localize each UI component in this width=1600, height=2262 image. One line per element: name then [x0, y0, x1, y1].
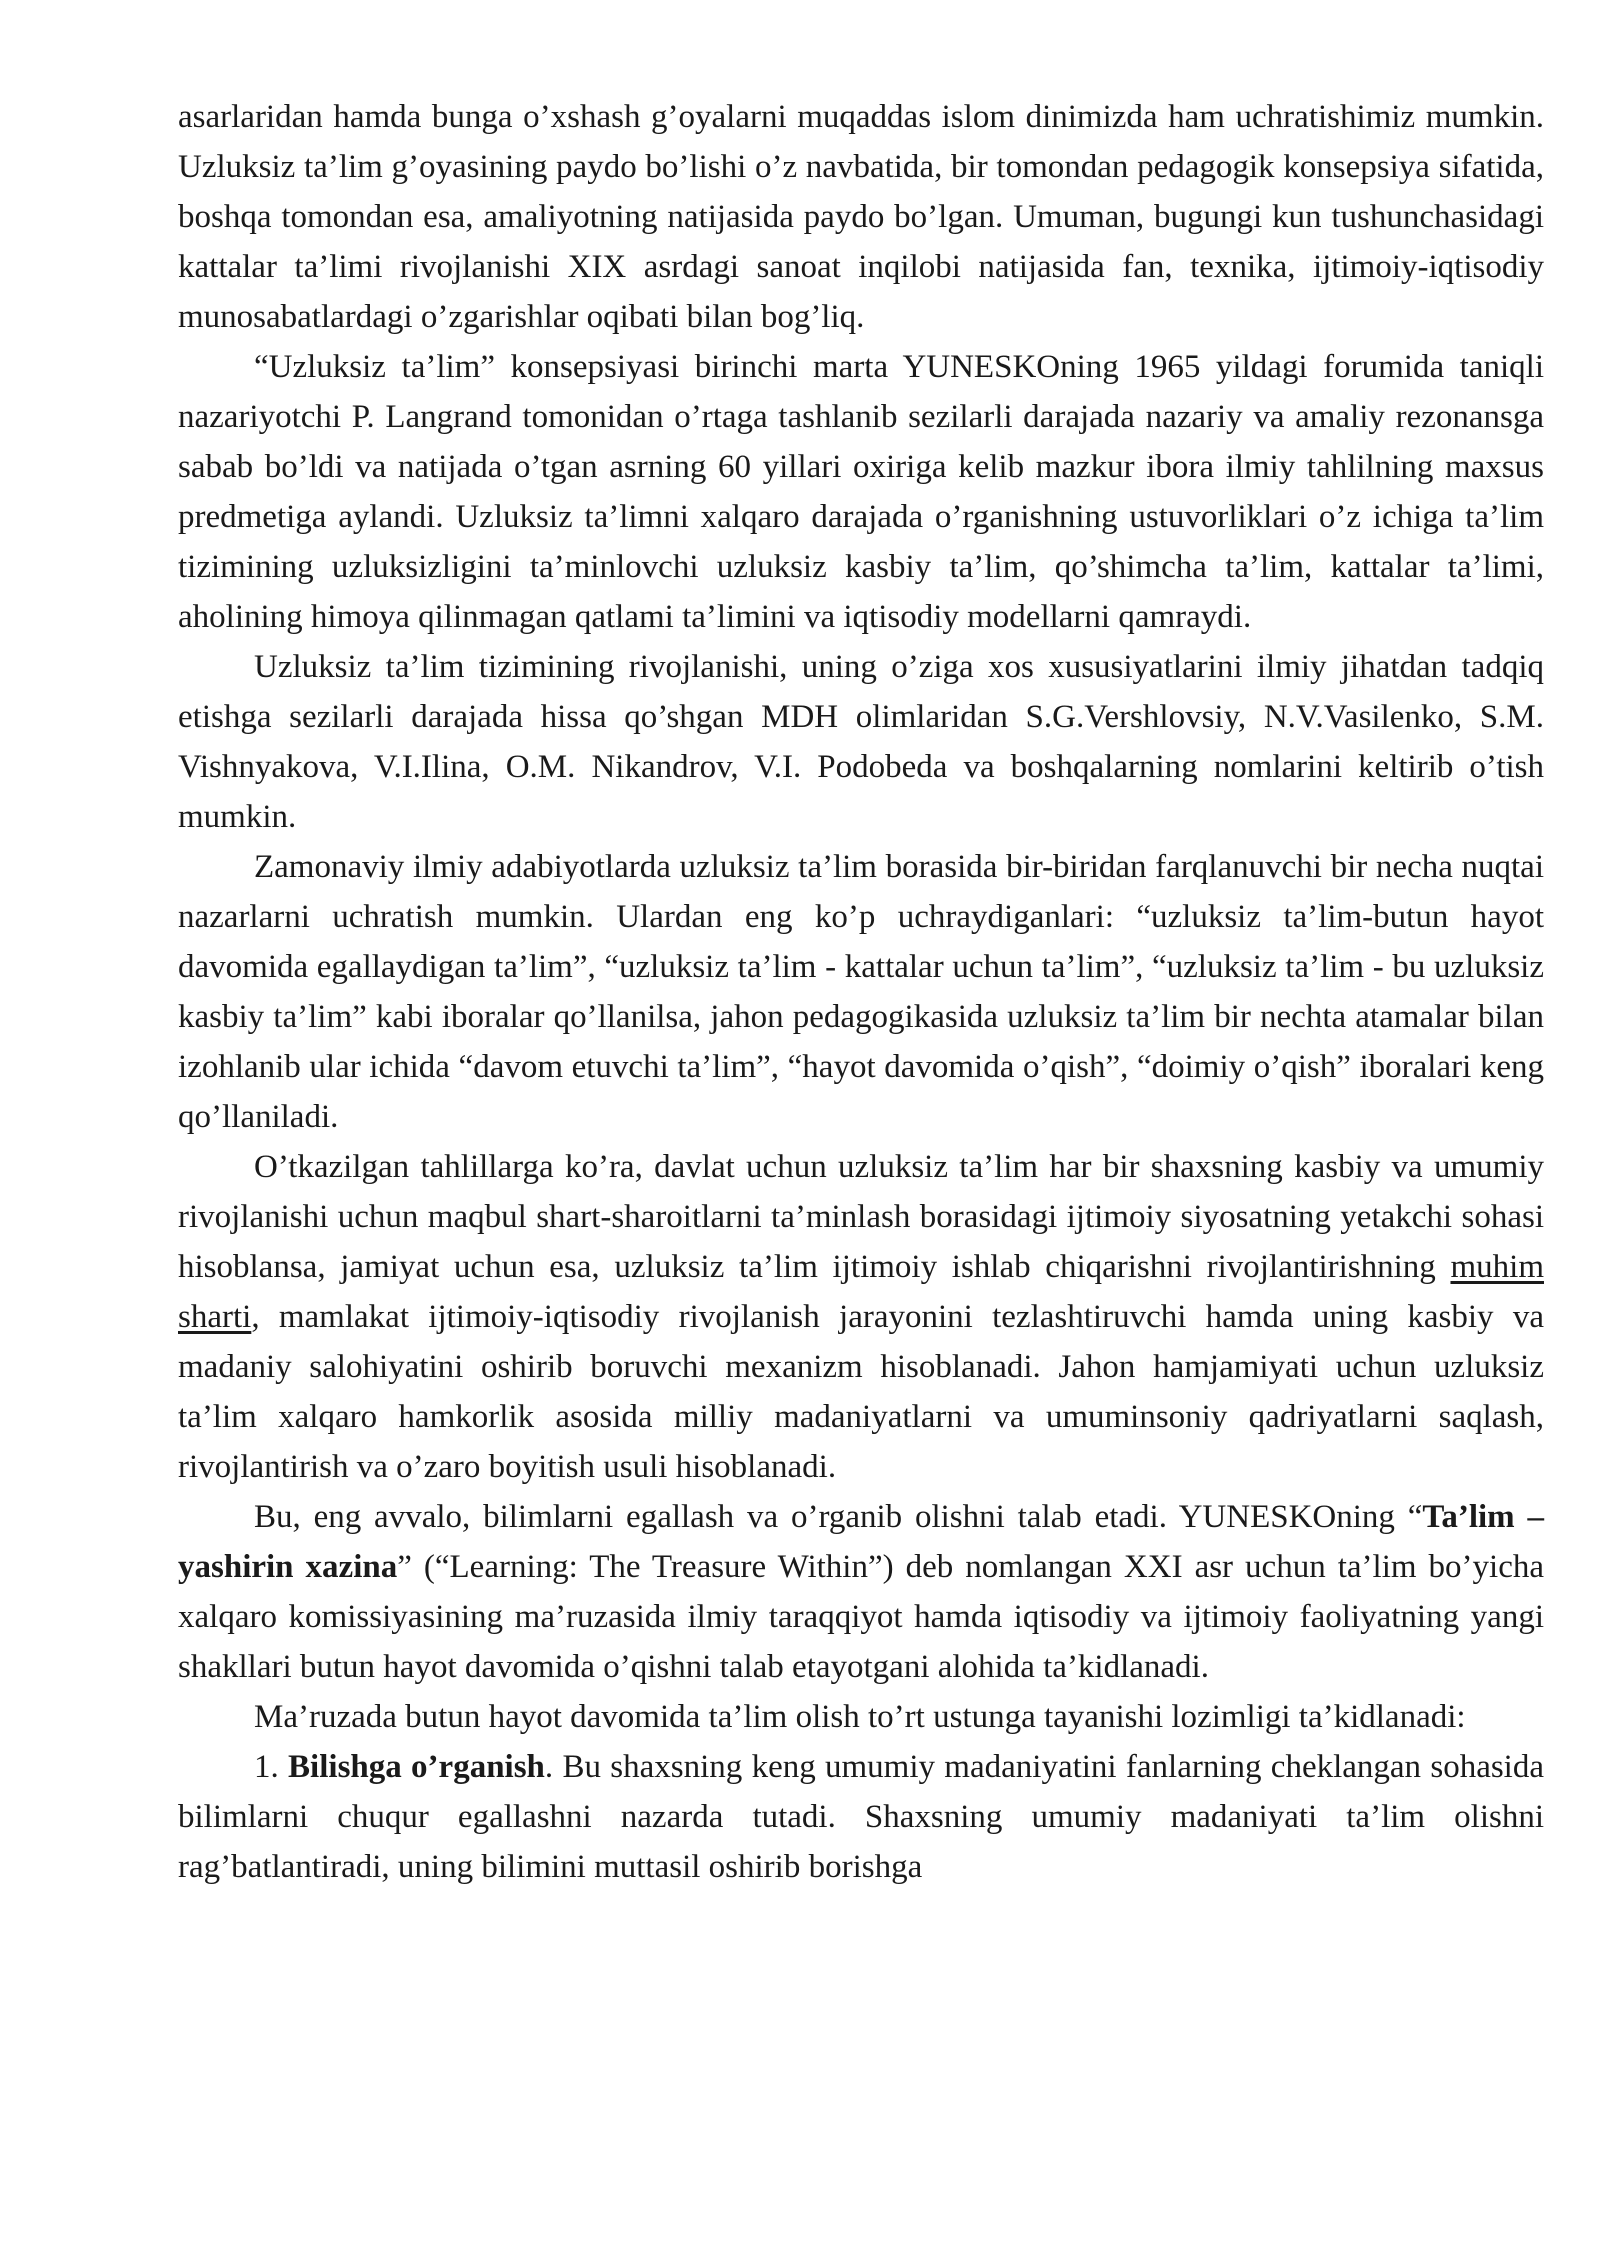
- text-segment: Ma’ruzada butun hayot davomida ta’lim olish to’rt ustunga tayanishi lozimligi ta’kidlanadi:: [254, 1699, 1466, 1735]
- text-segment: asarlaridan hamda bunga o’xshash g’oyalarni muqaddas islom dinimizda ham uchratishimiz mumkin. Uzluksiz ta’lim g’oyasining paydo bo’lishi o’z navbatida, bir tomondan pedagogik konsepsiya sifatida, boshqa tomondan esa, amaliyotning natijasida paydo bo’lgan. Umuman, bugungi kun tushunchasidagi kattalar ta’limi rivojlanishi XIX asrdagi sanoat inqilobi natijasida fan, texnika, ijtimoiy-iqtisodiy munosabatlardagi o’zgarishlar oqibati bilan bog’liq.: [178, 99, 1544, 335]
- bold-term: Bilishga o’rganish: [288, 1749, 545, 1785]
- underlined-phrase: muhim sharti: [178, 1249, 1544, 1335]
- paragraph-4: [178, 842, 1544, 1142]
- text-segment: . Bu shaxsning keng umumiy madaniyatini fanlarning cheklangan sohasida bilimlarni chuqur egallashni nazarda tutadi. Shaxsning umumiy madaniyati ta’lim olishni rag’batlantiradi, uning bilimini muttasil oshirib borishga: [178, 1749, 1544, 1885]
- paragraph-5: [178, 1142, 1544, 1492]
- text-segment: , mamlakat ijtimoiy-iqtisodiy rivojlanish jarayonini tezlashtiruvchi hamda uning kasbiy va madaniy salohiyatini oshirib boruvchi mexanizm hisoblanadi. Jahon hamjamiyati uchun uzluksiz ta’lim xalqaro hamkorlik asosida milliy madaniyatlarni va umuminsoniy qadriyatlarni saqlash, rivojlantirish va o’zaro boyitish usuli hisoblanadi.: [178, 1299, 1544, 1485]
- text-segment: Bu, eng avvalo, bilimlarni egallash va o’rganib olishni talab etadi. YUNESKOning “: [254, 1499, 1423, 1535]
- paragraph-8: [178, 1742, 1544, 1892]
- list-number: 1.: [254, 1749, 289, 1785]
- text-segment: Zamonaviy ilmiy adabiyotlarda uzluksiz ta’lim borasida bir-biridan farqlanuvchi bir necha nuqtai nazarlarni uchratish mumkin. Ulardan eng ko’p uchraydiganlari: “uzluksiz ta’lim-butun hayot davomida egallaydigan ta’lim”, “uzluksiz ta’lim - kattalar uchun ta’lim”, “uzluksiz ta’lim - bu uzluksiz kasbiy ta’lim” kabi iboralar qo’llanilsa, jahon pedagogikasida uzluksiz ta’lim bir nechta atamalar bilan izohlanib ular ichida “davom etuvchi ta’lim”, “hayot davomida o’qish”, “doimiy o’qish” iboralari keng qo’llaniladi.: [178, 849, 1544, 1135]
- paragraph-6: [178, 1492, 1544, 1692]
- paragraph-3: [178, 642, 1544, 842]
- paragraph-7: [178, 1692, 1544, 1742]
- text-segment: “Uzluksiz ta’lim” konsepsiyasi birinchi marta YUNESKOning 1965 yildagi forumida taniqli nazariyotchi P. Langrand tomonidan o’rtaga tashlanib sezilarli darajada nazariy va amaliy rezonansga sabab bo’ldi va natijada o’tgan asrning 60 yillari oxiriga kelib mazkur ibora ilmiy tahlilning maxsus predmetiga aylandi. Uzluksiz ta’limni xalqaro darajada o’rganishning ustuvorliklari o’z ichiga ta’lim tizimining uzluksizligini ta’minlovchi uzluksiz kasbiy ta’lim, qo’shimcha ta’lim, kattalar ta’limi, aholining himoya qilinmagan qatlami ta’limini va iqtisodiy modellarni qamraydi.: [178, 349, 1544, 635]
- paragraph-2: [178, 342, 1544, 642]
- text-segment: Uzluksiz ta’lim tizimining rivojlanishi, uning o’ziga xos xususiyatlarini ilmiy jihatdan tadqiq etishga sezilarli darajada hissa qo’shgan MDH olimlaridan S.G.Vershlovsiy, N.V.Vasilenko, S.M. Vishnyakova, V.I.Ilina, O.M. Nikandrov, V.I. Podobeda va boshqalarning nomlarini keltirib o’tish mumkin.: [178, 649, 1544, 835]
- text-segment: O’tkazilgan tahlillarga ko’ra, davlat uchun uzluksiz ta’lim har bir shaxsning kasbiy va umumiy rivojlanishi uchun maqbul shart-sharoitlarni ta’minlash borasidagi ijtimoiy siyosatning yetakchi sohasi hisoblansa, jamiyat uchun esa, uzluksiz ta’lim ijtimoiy ishlab chiqarishni rivojlantirishning: [178, 1149, 1544, 1285]
- bold-title: Ta’lim – yashirin xazina: [178, 1499, 1544, 1585]
- paragraph-1: [178, 92, 1544, 342]
- text-segment: ” (“Learning: The Treasure Within”) deb nomlangan XXI asr uchun ta’lim bo’yicha xalqaro komissiyasining ma’ruzasida ilmiy taraqqiyot hamda iqtisodiy va ijtimoiy faoliyatning yangi shakllari butun hayot davomida o’qishni talab etayotgani alohida ta’kidlanadi.: [178, 1549, 1544, 1685]
- document-page: [178, 92, 1544, 1892]
